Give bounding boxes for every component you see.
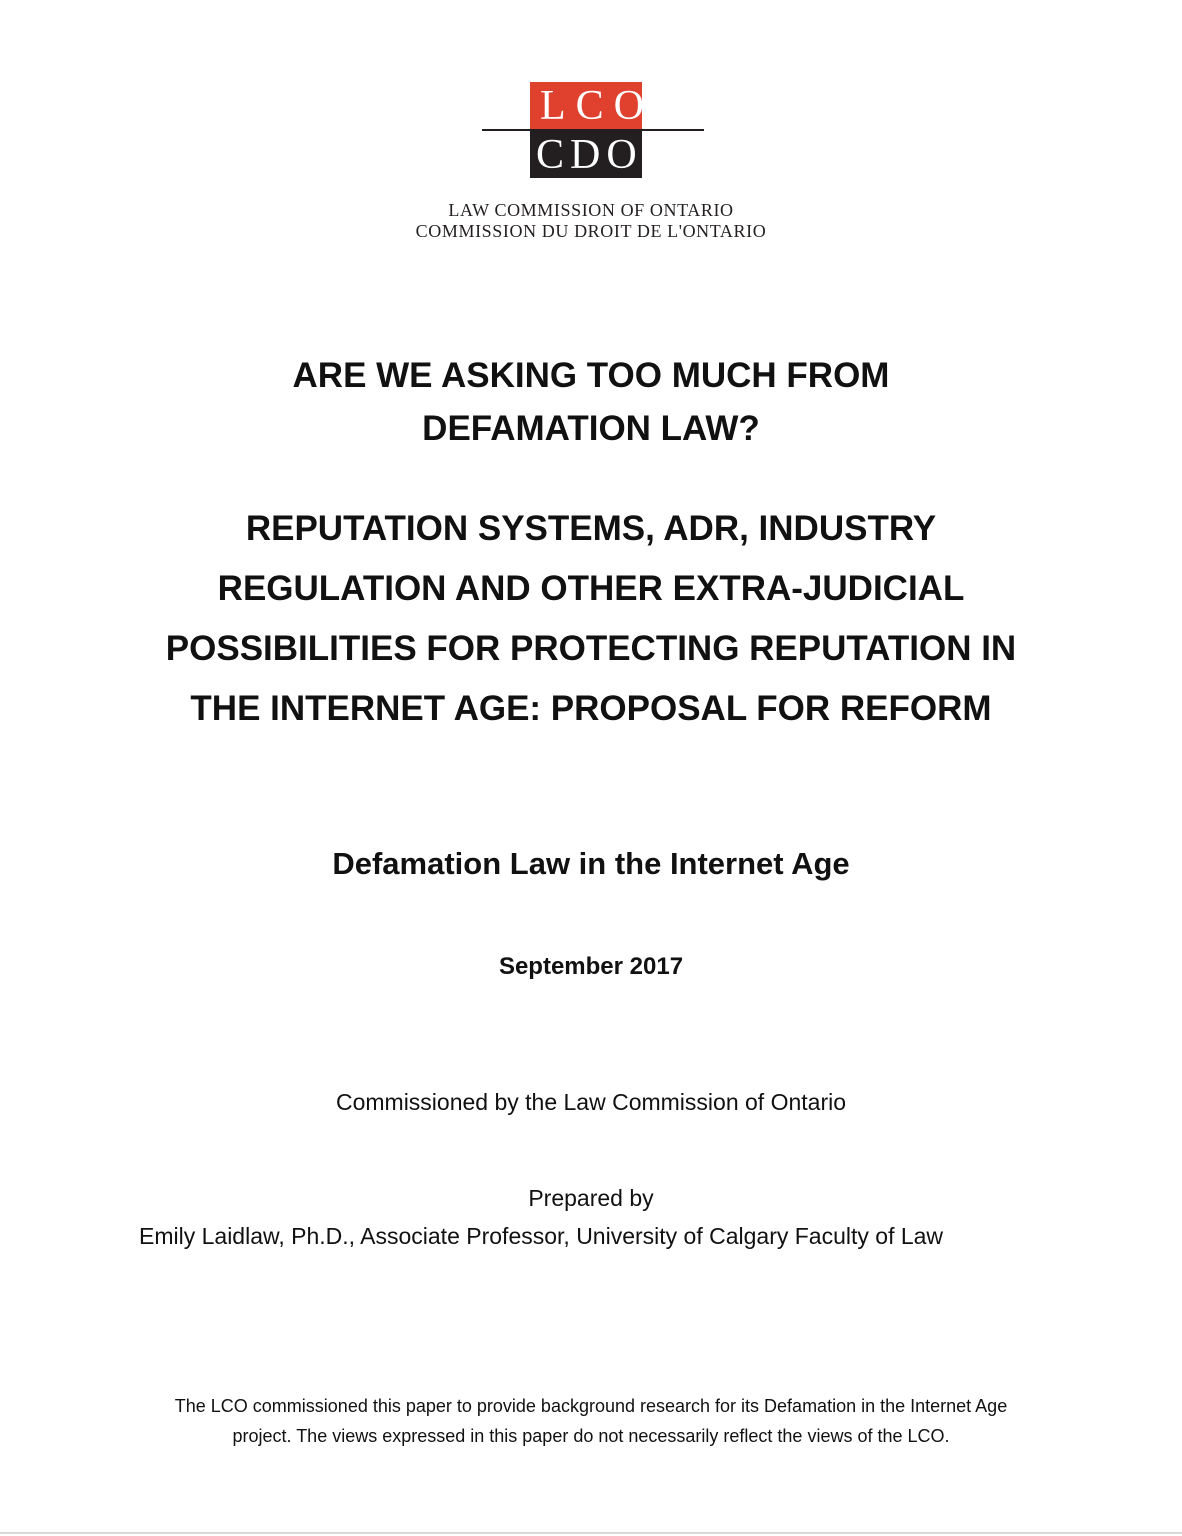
commissioned-by-statement: Commissioned by the Law Commission of Ontario: [335, 1089, 847, 1115]
logo-cdo-text: CDO: [530, 130, 642, 178]
logo-lco-text: LCO: [530, 82, 642, 130]
subtitle-line: THE INTERNET AGE: PROPOSAL FOR REFORM: [190, 689, 992, 728]
logo-divider-line: [482, 129, 704, 131]
subtitle-line: POSSIBILITIES FOR PROTECTING REPUTATION IN: [165, 629, 1017, 668]
organization-name-french: COMMISSION DU DROIT DE L'ONTARIO: [415, 221, 767, 241]
disclaimer-note: [0, 1391, 1182, 1451]
author-credit: Emily Laidlaw, Ph.D., Associate Professor, University of Calgary Faculty of Law: [139, 1223, 944, 1249]
lco-logo: [482, 82, 704, 178]
document-title: [0, 349, 1182, 455]
disclaimer-line: The LCO commissioned this paper to provide background research for its Defamation in the Internet Age: [174, 1396, 1008, 1416]
title-line: DEFAMATION LAW?: [422, 409, 760, 448]
title-line: ARE WE ASKING TOO MUCH FROM: [292, 356, 890, 395]
subtitle-line: REGULATION AND OTHER EXTRA-JUDICIAL: [217, 569, 965, 608]
page-bottom-edge: [0, 1532, 1182, 1534]
publication-date: September 2017: [498, 953, 684, 980]
disclaimer-line: project. The views expressed in this paper do not necessarily reflect the views of the LCO.: [232, 1426, 950, 1446]
organization-name-english: LAW COMMISSION OF ONTARIO: [448, 200, 734, 220]
project-series-title: Defamation Law in the Internet Age: [332, 846, 850, 881]
prepared-by-label: Prepared by: [528, 1185, 654, 1211]
document-subtitle: [0, 499, 1182, 739]
subtitle-line: REPUTATION SYSTEMS, ADR, INDUSTRY: [245, 509, 937, 548]
